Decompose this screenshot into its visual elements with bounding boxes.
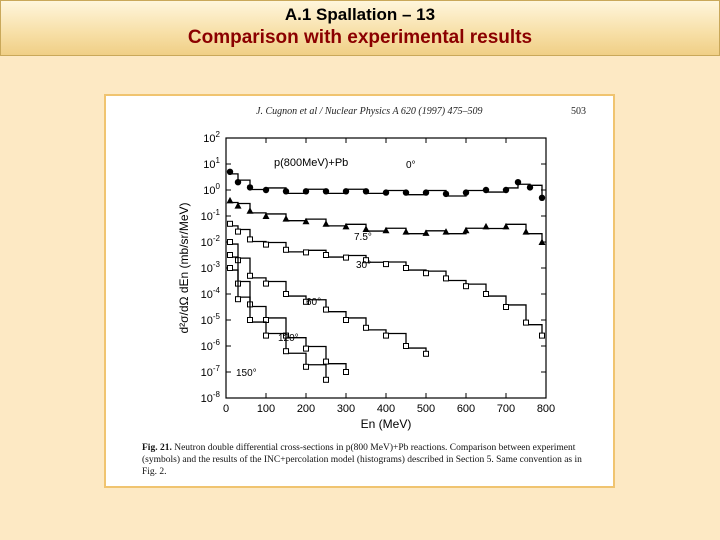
y-tick-label: $10^{-8}$: [200, 390, 220, 405]
model-histogram: [230, 174, 542, 200]
data-point: [464, 284, 469, 289]
data-point: [444, 276, 449, 281]
x-tick-label: 700: [496, 403, 516, 415]
data-point: [423, 189, 429, 195]
series-label: 120°: [278, 333, 299, 344]
data-point: [283, 188, 289, 194]
model-histogram: [230, 244, 426, 352]
paper-figure: [104, 94, 615, 488]
data-point: [515, 179, 521, 185]
data-point: [324, 377, 329, 382]
y-tick-label: $10^{-6}$: [200, 338, 220, 353]
data-point: [228, 240, 233, 245]
data-point: [483, 223, 490, 230]
y-tick-label: $10^{-2}$: [200, 234, 220, 249]
data-point: [284, 349, 289, 354]
slide-title: A.1 Spallation – 13: [284, 5, 436, 24]
page-number: 503: [571, 106, 586, 117]
data-point: [484, 292, 489, 297]
y-tick-label: $10^{-5}$: [200, 312, 220, 327]
x-tick-label: 500: [416, 403, 436, 415]
data-point: [323, 220, 330, 227]
slide-title-bar: [0, 0, 720, 56]
data-point: [304, 364, 309, 369]
data-point: [503, 187, 509, 193]
y-tick-label: $10^{-7}$: [200, 364, 220, 379]
x-tick-label: 200: [296, 403, 316, 415]
data-point: [324, 253, 329, 258]
journal-header: J. Cugnon et al / Nuclear Physics A 620 (1997) 475–509: [256, 106, 483, 117]
data-point: [248, 273, 253, 278]
model-histogram: [230, 270, 326, 382]
data-point: [344, 255, 349, 260]
data-point: [283, 215, 290, 222]
data-point: [235, 179, 241, 185]
data-point: [236, 297, 241, 302]
data-point: [463, 189, 469, 195]
figure-svg: [106, 96, 613, 486]
caption-label: Fig. 21.: [142, 443, 172, 453]
data-point: [247, 207, 254, 214]
data-point: [228, 221, 233, 226]
data-point: [263, 187, 269, 193]
y-tick-label: $10^0$: [203, 182, 220, 197]
plot-frame: [226, 138, 546, 398]
data-point: [443, 191, 449, 197]
y-tick-label: $10^2$: [203, 130, 220, 145]
data-point: [247, 184, 253, 190]
data-point: [227, 169, 233, 175]
series-label: 60°: [306, 297, 322, 308]
series-label: 7.5°: [354, 232, 372, 243]
data-point: [264, 242, 269, 247]
data-point: [264, 281, 269, 286]
data-point: [284, 292, 289, 297]
data-point: [424, 351, 429, 356]
data-point: [523, 228, 530, 235]
data-point: [284, 247, 289, 252]
caption-text: Neutron double differential cross-sections in p(800 MeV)+Pb reactions. Comparison between experiment (symbols) and the results of the INC+percolation model (histograms) described in Section 5. Same convention as in Fig. 2.: [142, 443, 582, 477]
x-tick-label: 400: [376, 403, 396, 415]
data-point: [344, 318, 349, 323]
data-point: [363, 188, 369, 194]
data-point: [364, 325, 369, 330]
data-point: [403, 228, 410, 235]
data-point: [504, 305, 509, 310]
y-tick-label: $10^{-1}$: [200, 208, 220, 223]
data-point: [424, 271, 429, 276]
x-axis-label: En (MeV): [360, 417, 412, 431]
data-point: [323, 188, 329, 194]
y-tick-label: $10^{-4}$: [200, 286, 220, 301]
x-tick-label: 300: [336, 403, 356, 415]
data-point: [304, 346, 309, 351]
plot-title: p(800MeV)+Pb: [274, 157, 349, 169]
series-label: 150°: [236, 368, 257, 379]
data-point: [344, 370, 349, 375]
data-point: [227, 197, 234, 204]
x-tick-label: 600: [456, 403, 476, 415]
data-point: [384, 262, 389, 267]
data-point: [524, 320, 529, 325]
figure-caption: [142, 442, 592, 478]
data-point: [236, 229, 241, 234]
x-tick-label: 100: [256, 403, 276, 415]
data-point: [324, 307, 329, 312]
slide-subtitle: Comparison with experimental results: [187, 27, 533, 48]
data-point: [383, 189, 389, 195]
data-point: [404, 344, 409, 349]
x-tick-label: 0: [222, 403, 230, 415]
series-label: 30°: [356, 260, 372, 271]
data-point: [248, 237, 253, 242]
data-point: [324, 359, 329, 364]
data-point: [540, 333, 545, 338]
plot-area: [177, 130, 555, 431]
data-point: [248, 318, 253, 323]
series-label: 0°: [406, 160, 416, 171]
data-point: [404, 266, 409, 271]
data-point: [527, 184, 533, 190]
y-axis-label: d²σ/dΩ dEn (mb/sr/MeV): [177, 202, 191, 334]
data-point: [303, 188, 309, 194]
data-point: [228, 266, 233, 271]
data-point: [403, 189, 409, 195]
data-point: [264, 333, 269, 338]
data-point: [228, 253, 233, 258]
data-point: [343, 188, 349, 194]
data-point: [539, 195, 545, 201]
data-point: [384, 333, 389, 338]
y-tick-label: $10^1$: [203, 156, 220, 171]
data-point: [304, 250, 309, 255]
data-point: [483, 187, 489, 193]
y-tick-label: $10^{-3}$: [200, 260, 220, 275]
model-histogram: [230, 202, 542, 239]
x-tick-label: 800: [536, 403, 556, 415]
